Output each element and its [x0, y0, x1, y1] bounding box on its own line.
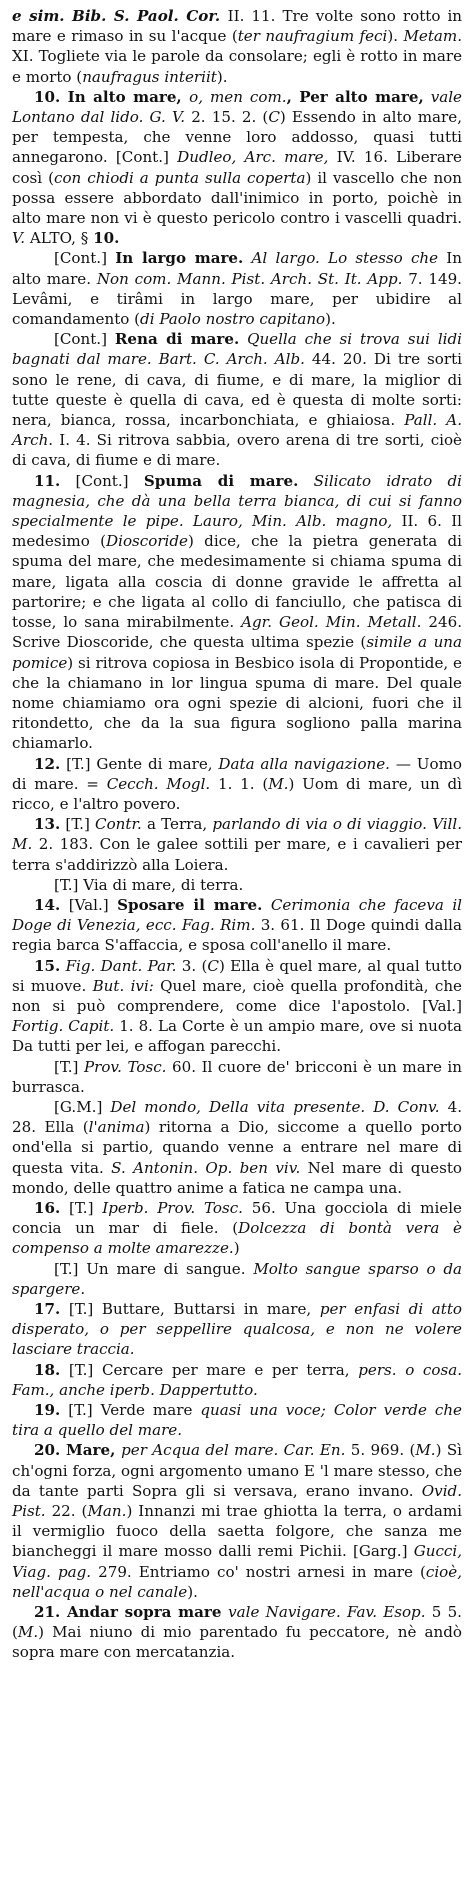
text-run: [Cont.] [54, 249, 116, 268]
text-run: 16. [34, 1198, 61, 1217]
text-run: naufragus interiit [82, 67, 217, 86]
text-run: Pall. A. Arch. [12, 411, 462, 450]
text-run: In largo mare. [115, 249, 244, 268]
text-run: II. 6. Il medesimo ( [12, 512, 462, 551]
text-run: XI. Togliete via le parole da consolare; egli è rotto in mare e morto ( [12, 47, 462, 86]
text-run: 21. Andar sopra mare [34, 1603, 229, 1622]
text-run: 12. [34, 754, 61, 773]
text-run: ) ritorna a Dio, siccome a quello porto ond'ella si partio, quando venne a entrare nel mare di questa vita. [12, 1118, 462, 1177]
text-run: 14. [34, 895, 61, 914]
text-run: o, [189, 87, 203, 106]
text-run: di Paolo nostro capitano [140, 310, 326, 329]
text-run: Spuma di mare. [143, 471, 299, 490]
text-run: 60. Il cuore de' bricconi è un mare in burrasca. [12, 1057, 462, 1096]
text-run: C [207, 956, 219, 975]
text-run: Non com. Mann. Pist. Arch. St. It. App. [96, 269, 403, 288]
text-run: Al largo. Lo stesso che [251, 249, 439, 268]
text-run: [Val.] [60, 895, 118, 914]
text-run: ). [387, 27, 404, 46]
text-run: 1. 1. ( [210, 774, 269, 793]
text-run: 246. Scrive Dioscoride, che questa ultima spezie ( [12, 613, 462, 652]
text-run: [T.] Via di mare, di terra. [54, 875, 244, 894]
text-run: Rena di mare. [114, 330, 240, 349]
text-run: Del mondo, Della vita presente. D. Conv. [110, 1097, 440, 1116]
text-run: Silicato idrato di magnesia, che dà una bella terra bianca, di cui si fanno specialmente le pipe. Lauro, Min. Alb. magno, [12, 471, 462, 531]
text-run: cioè, nell'acqua o nel canale [12, 1562, 462, 1601]
text-run: 15. [34, 956, 61, 975]
text-run: ) Innanzi mi trae ghiotta la terra, o ardami il vermiglio fuoco della saetta folgore, che sanza me biancheggi il mare mosso dalli remi Pichii. [Garg.] [12, 1502, 462, 1561]
text-run: quasi una voce; Color verde che tira a quello del mare. [12, 1401, 462, 1440]
text-run: vale Lontano dal lido. G. V. [12, 87, 462, 127]
text-run: simile a una pomice [12, 633, 463, 672]
text-run: Quella che si trova sui lidi bagnati dal mare. Bart. C. Arch. Alb. [12, 330, 463, 369]
entry-paragraph [12, 471, 462, 754]
text-run: ter naufragium feci [237, 27, 388, 46]
text-run: 18. [34, 1360, 61, 1379]
text-run: Prov. Tosc. [83, 1057, 167, 1076]
text-run: ) [233, 1239, 240, 1258]
text-run: per enfasi di atto disperato, o per seppellire qualcosa, e non ne volere lasciare traccia. [12, 1300, 462, 1359]
text-run: ). [187, 1582, 198, 1601]
text-run: Molto sangue sparso o da spargere. [12, 1259, 462, 1298]
entry-paragraph [12, 875, 462, 895]
text-run: Iperb. Prov. Tosc. [102, 1198, 243, 1217]
text-run: S. Antonin. Op. ben viv. [111, 1158, 301, 1177]
entry-paragraph [12, 329, 462, 470]
text-run: 11. [34, 471, 61, 490]
text-run: [T.] Un mare di sangue. [54, 1259, 254, 1278]
text-run: M. [268, 774, 289, 793]
text-run: ) Ella è quel mare, al qual tutto si muove. [12, 956, 462, 995]
entry-paragraph [12, 956, 462, 1057]
entry-paragraph [12, 895, 462, 956]
text-run: men com. [209, 87, 287, 106]
text-run: Per alto mare, [299, 87, 424, 106]
text-run: C [268, 108, 280, 127]
text-run: Data alla navigazione. [218, 754, 390, 773]
text-run: 2. 183. Con le galee sottili per mare, e i cavalieri per terra s'addirizzò alla Loiera. [12, 835, 462, 874]
text-run [424, 88, 431, 106]
entry-paragraph [12, 1602, 462, 1663]
text-run: 3. ( [176, 956, 208, 975]
text-run: Cerimonia che faceva il Doge di Venezia, ecc. Fag. Rim. [12, 895, 462, 935]
text-run: Quel mare, cioè quella profondità, che non si può comprendere, come dice l'apostolo. [Val.] [12, 976, 462, 1015]
entry-paragraph [12, 6, 462, 87]
text-run: 1. 8. La Corte è un ampio mare, ove si nuota Da tutti per lei, e affogan parecchi. [12, 1017, 462, 1056]
entry-paragraph [12, 248, 462, 329]
text-run: 279. Entriamo co' nostri arnesi in mare ( [91, 1562, 426, 1581]
text-run: Dioscoride [106, 532, 188, 551]
text-run: But. ivi: [92, 976, 154, 995]
text-run: — Uomo di mare. = [12, 754, 462, 793]
text-run: ) si ritrova copiosa in Besbico isola di Propontide, e che la chiamano in lor lingua spuma di mare. Del quale nome chiamiamo ora ogni spezie di alcioni, fuori che il ritondetto, che da la sua figura sogliono palla marina chiamarlo. [12, 653, 462, 753]
text-run [243, 249, 251, 267]
text-run: 56. Una gocciola di miele concia un mar di fiele. ( [12, 1198, 462, 1238]
text-run: 5 5. ( [12, 1603, 462, 1642]
text-run: ) Uom di mare, un dì ricco, e l'altro povero. [12, 774, 462, 813]
entry-paragraph [12, 1097, 462, 1198]
text-run: [T.] Buttare, Buttarsi in mare, [60, 1300, 320, 1318]
text-run [262, 896, 270, 914]
text-run: 44. 20. Di tre sorti sono le rene, di cava, di fiume, e di mare, la miglior di tutte queste è quella di cava, ed è questa di molte sorti: nera, bianca, rossa, incarbonchiata, e ghiaiosa. [12, 350, 462, 430]
entry-paragraph [12, 1299, 462, 1360]
text-run: Dudleo, Arc. mare, [177, 148, 329, 167]
text-run: Dolcezza di bontà vera è compenso a molte amarezze. [12, 1219, 462, 1258]
text-run: a Terra, [141, 815, 213, 834]
text-run [298, 472, 313, 490]
text-run: IV. 16. Liberare così ( [12, 148, 462, 187]
entry-paragraph [12, 754, 462, 815]
text-run: Ovid. Pist. [12, 1481, 462, 1521]
text-run: 7. 149. Levâmi, e tirâmi in largo mare, per ubidire al comandamento ( [12, 269, 462, 329]
text-run: Fortig. Capit. [12, 1017, 115, 1036]
text-run: 22. ( [45, 1502, 88, 1521]
text-run: [Cont.] [54, 330, 115, 349]
text-run: M. [17, 1623, 39, 1642]
text-run: [T.] Gente di mare, [60, 754, 219, 773]
text-run: 2. 15. 2. ( [185, 108, 269, 127]
text-run: vale Navigare. Fav. Esop. [228, 1603, 426, 1622]
text-run: Sposare il mare. [117, 895, 263, 914]
text-run: ). [325, 310, 336, 329]
text-run: [T.] Verde mare [60, 1401, 201, 1420]
entry-paragraph [12, 1057, 462, 1097]
text-run: 20. Mare, [34, 1441, 122, 1460]
text-run: V. [12, 229, 26, 248]
text-run: Gucci, Viag. pag. [12, 1542, 462, 1581]
text-run: Nel mare di questo mondo, delle quattro anime a fatica ne campa una. [12, 1158, 462, 1197]
entry-paragraph [12, 1360, 462, 1400]
text-run: Cecch. Mogl. [106, 774, 211, 793]
entry-paragraph [12, 87, 462, 249]
text-run: per Acqua del mare. Car. En. [121, 1441, 346, 1460]
text-run [203, 88, 210, 106]
text-run: Contr. [95, 815, 142, 834]
text-run: Fig. Dant. Par. [65, 956, 177, 975]
entry-paragraph [12, 1440, 462, 1602]
entry-paragraph [12, 814, 462, 875]
text-run: ). [216, 67, 228, 86]
text-run: M. [415, 1441, 436, 1460]
text-run: 4. 28. Ella ( [12, 1097, 462, 1137]
text-run: [T.] Cercare per mare e per terra, [60, 1360, 359, 1379]
text-run: Metam. [403, 27, 463, 46]
text-run: ) il vascello che non possa essere abbordato dall'inimico in porto, poichè in alto mare non vi è questo pericolo contro i vascelli quadri. [12, 168, 462, 228]
text-run: ) Essendo in alto mare, per tempesta, che venne loro addosso, quasi tutti annegarono. [Cont.] [12, 108, 463, 167]
entry-paragraph [12, 1259, 462, 1299]
text-run: ) dice, che la pietra generata di spuma del mare, che medesimamente si chiama spuma di mare, ligata alla coscia di donne gravide le affretta al partorire; e che ligata al collo di fanciullo, che patisca di tosse, lo sana mirabilmente. [12, 532, 463, 632]
text-run: I. 4. Si ritrova sabbia, overo arena di tre sorti, cioè di cava, di fiume e di mare. [12, 431, 462, 470]
text-run: [G.M.] [54, 1097, 111, 1116]
text-run: ) Sì ch'ogni forza, ogni argomento umano E 'l mare stesso, che da tante parti Sopra gli si versava, erano invano. [12, 1441, 462, 1500]
text-run: pers. o cosa. Fam., anche iperb. Dappertutto. [12, 1360, 462, 1399]
text-run: [T.] [54, 1057, 84, 1076]
text-run: 5. 969. ( [345, 1441, 416, 1460]
text-run: 10. In alto mare, [34, 87, 190, 106]
text-run: II. 11. Tre volte sono rotto in mare e rimaso in su l'acque ( [12, 7, 462, 46]
text-run: [Cont.] [60, 471, 144, 490]
text-run: 13. [34, 815, 61, 834]
text-run: l'anima [88, 1118, 145, 1137]
text-run: , [286, 87, 300, 106]
text-run: 19. [34, 1401, 61, 1420]
text-run: ) Mai niuno di mio parentado fu peccatore, nè andò sopra mare con mercatanzia. [12, 1623, 462, 1662]
text-run: 10. [93, 229, 120, 248]
text-run: e sim. Bib. S. Paol. Cor. [12, 7, 228, 25]
text-run [239, 330, 247, 348]
text-run: 17. [34, 1300, 61, 1318]
text-run: 3. 61. Il Doge quindi dalla regia barca S'affaccia, e sposa coll'anello il mare. [12, 916, 462, 955]
entry-paragraph [12, 1198, 462, 1259]
text-run: parlando di via o di viaggio. Vill. M. [12, 815, 463, 854]
text-run: Agr. Geol. Min. Metall. [241, 613, 422, 632]
entry-paragraph [12, 1400, 462, 1440]
text-run: [T.] [60, 1198, 103, 1217]
text-run: ALTO, § [25, 229, 94, 248]
text-run: [T.] [60, 815, 96, 834]
text-run: Man. [87, 1502, 127, 1521]
text-run: con chiodi a punta sulla coperta [54, 168, 306, 187]
text-run: In alto mare. [12, 249, 462, 288]
